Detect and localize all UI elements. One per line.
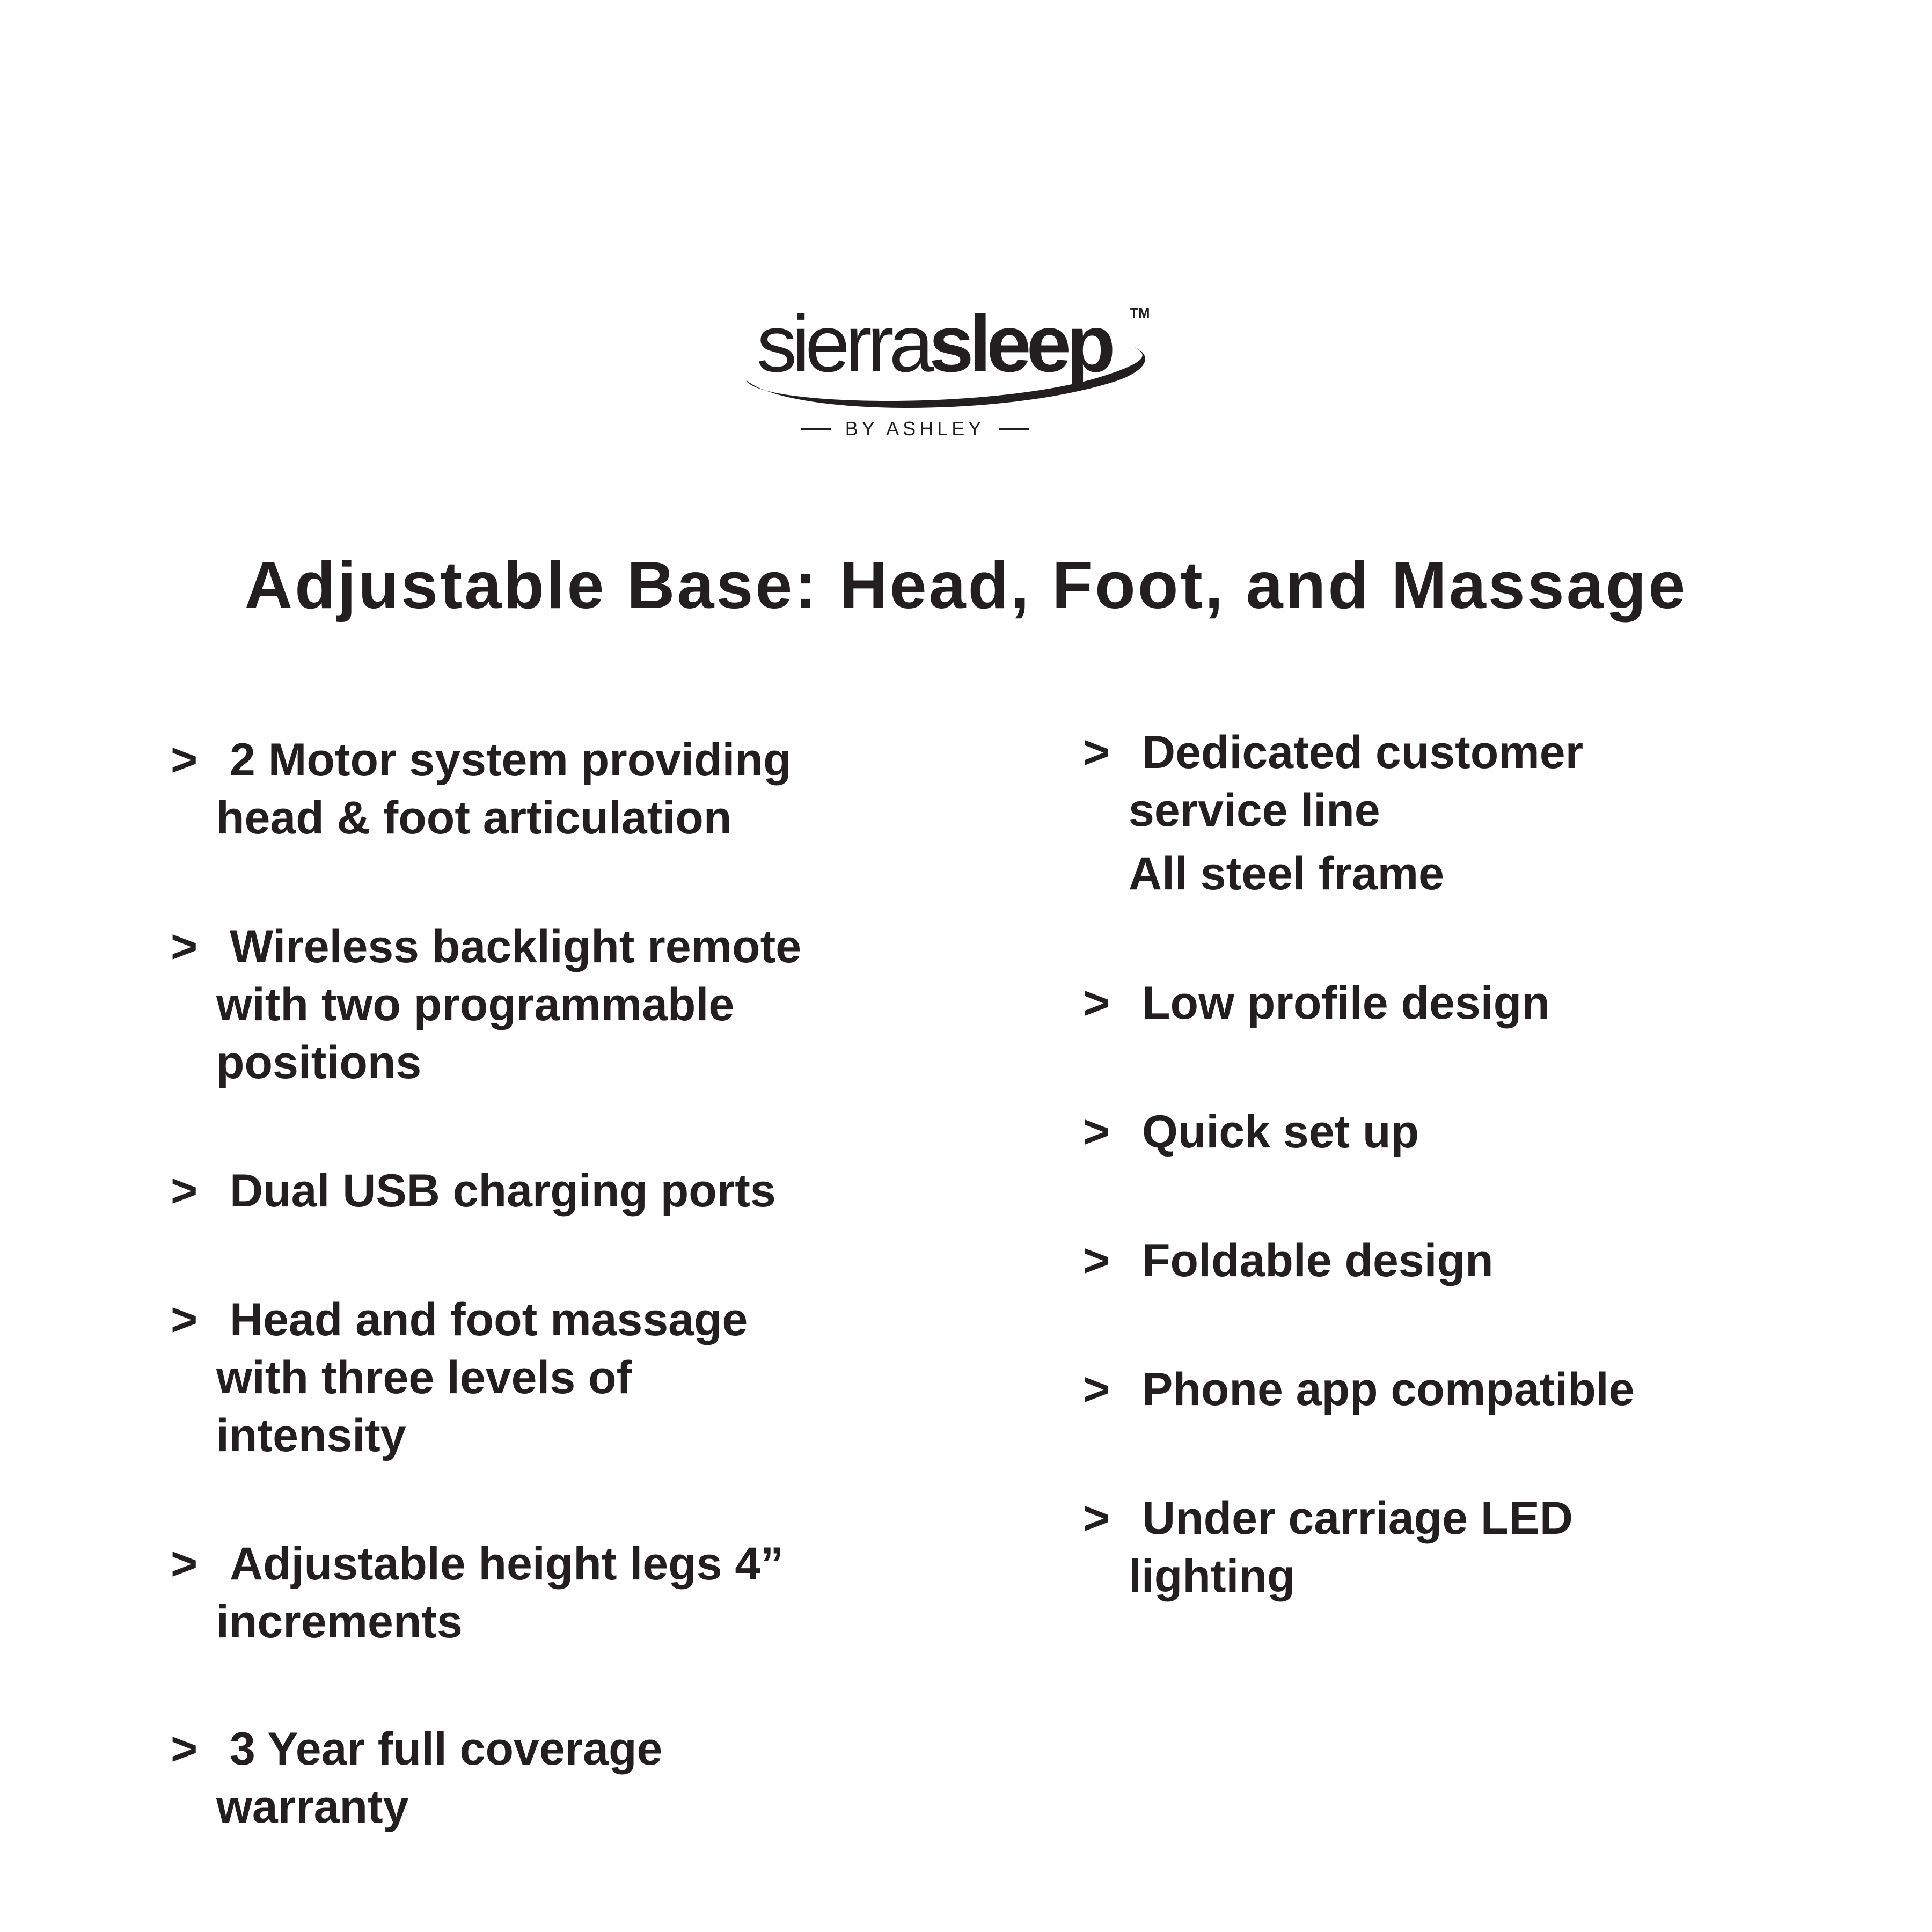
feature-line: 2 Motor system providing (230, 734, 792, 786)
page-title: Adjustable Base: Head, Foot, and Massage (244, 548, 1688, 623)
feature-text (1129, 1232, 1494, 1290)
bullet-marker: > (171, 1294, 198, 1345)
swoosh-shape (746, 347, 1145, 408)
feature-line: Wireless backlight remote (230, 921, 802, 972)
brand-logo (724, 290, 1208, 451)
feature-text (1129, 1489, 1573, 1605)
bullet-marker: > (1083, 1492, 1110, 1544)
feature-line: service line (1129, 785, 1380, 836)
brand-byline (724, 418, 1106, 440)
bullet-marker: > (171, 734, 198, 786)
feature-line: head & foot articulation (216, 792, 732, 844)
feature-line: Adjustable height legs 4” (230, 1538, 784, 1590)
feature-line: with three levels of (216, 1352, 632, 1403)
feature-line: Dedicated customer (1142, 727, 1584, 778)
feature-line: increments (216, 1596, 463, 1648)
feature-line-steel-frame: All steel frame (1129, 848, 1444, 899)
feature-line: positions (216, 1037, 422, 1088)
feature-text (1129, 974, 1550, 1032)
bullet-marker: > (171, 1165, 198, 1217)
feature-text (216, 731, 792, 847)
feature-line: intensity (216, 1410, 406, 1461)
feature-line: Dual USB charging ports (230, 1165, 776, 1217)
feature-text (216, 1291, 748, 1465)
feature-line: 3 Year full coverage (230, 1723, 663, 1775)
feature-text (1129, 1103, 1419, 1161)
byline-text: BY ASHLEY (845, 418, 985, 440)
feature-text (216, 1720, 662, 1836)
feature-text (1129, 723, 1583, 839)
bullet-marker: > (171, 1538, 198, 1590)
bullet-marker: > (171, 1723, 198, 1775)
feature-line: with two programmable (216, 979, 735, 1030)
brand-name-bold: sleep (929, 298, 1111, 389)
feature-line: Quick set up (1142, 1106, 1419, 1158)
feature-line: Under carriage LED (1142, 1492, 1573, 1544)
feature-line: lighting (1129, 1550, 1296, 1602)
bullet-marker: > (1083, 977, 1110, 1029)
bullet-marker: > (1083, 1364, 1110, 1415)
bullet-marker: > (1083, 1106, 1110, 1158)
bullet-marker: > (1083, 1235, 1110, 1286)
feature-text (216, 918, 801, 1092)
feature-line: Foldable design (1142, 1235, 1494, 1286)
feature-line: Head and foot massage (230, 1294, 748, 1345)
brand-name-light: sierra (757, 298, 930, 389)
bullet-marker: > (1083, 727, 1110, 778)
feature-text (216, 1162, 776, 1220)
feature-text (216, 1535, 784, 1651)
bullet-marker: > (171, 921, 198, 972)
trademark-mark: TM (1130, 305, 1150, 321)
byline-dash-right (999, 428, 1029, 430)
feature-line: Phone app compatible (1142, 1364, 1635, 1415)
feature-line: Low profile design (1142, 977, 1550, 1029)
feature-text (1129, 1360, 1634, 1418)
byline-dash-left (801, 428, 831, 430)
feature-line: warranty (216, 1781, 409, 1833)
